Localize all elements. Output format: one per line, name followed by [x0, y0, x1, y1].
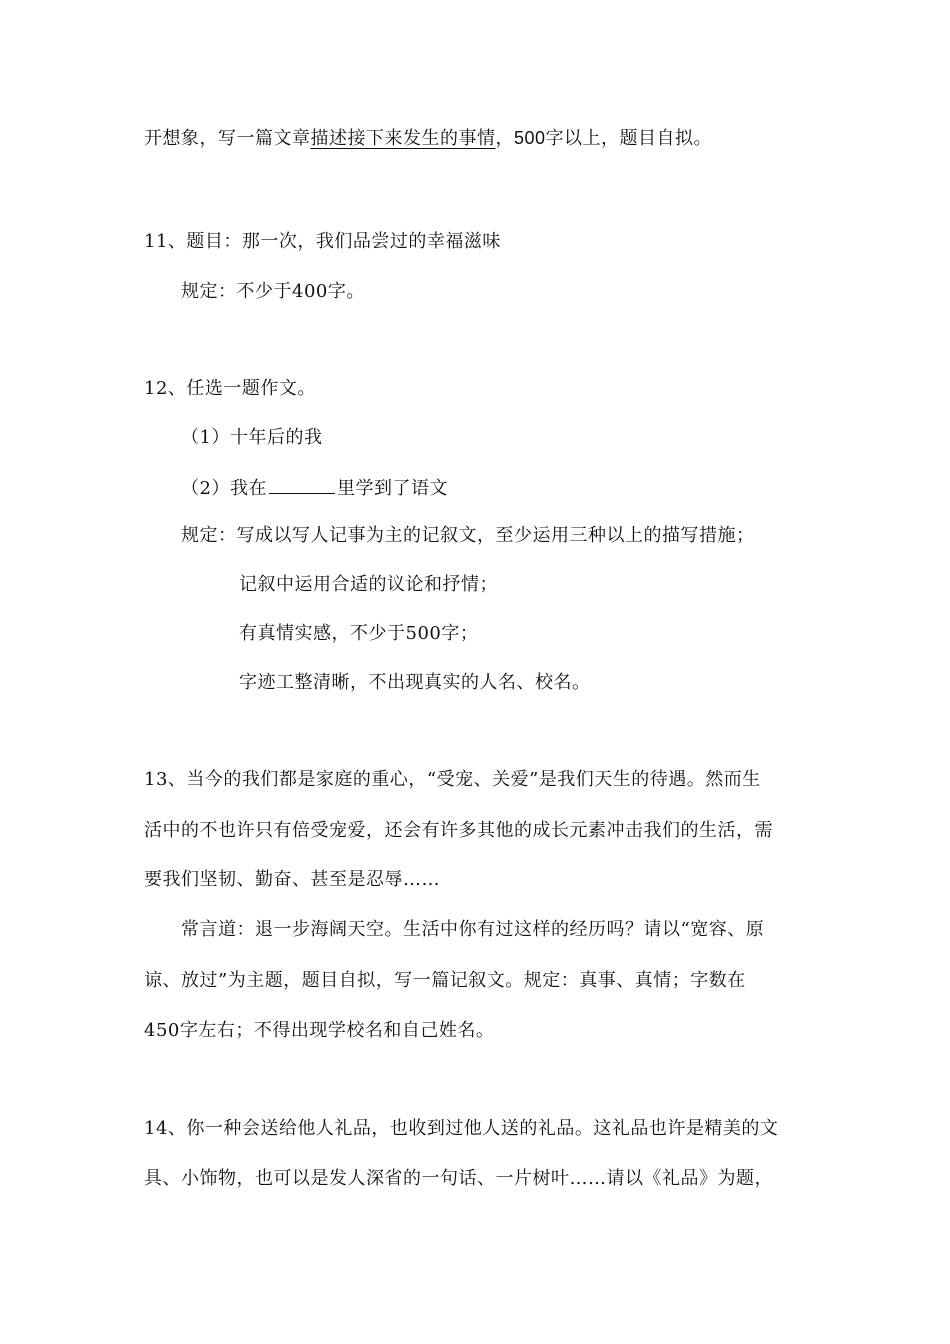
intro-suffix: 字以上，题目自拟。	[545, 128, 713, 149]
q13-line-1: 13、当今的我们都是家庭的重心，“受宠、关爱”是我们天生的待遇。然而生	[144, 769, 761, 790]
q11-title: 11、题目：那一次，我们品尝过的幸福滋味	[144, 231, 501, 252]
q13-line-3: 要我们坚韧、勤奋、甚至是忍辱……	[144, 869, 440, 890]
q13-line-2: 活中的不也许只有倍受宠爱，还会有许多其他的成长元素冲击我们的生活，需	[144, 820, 773, 841]
q12-option-1: （1）十年后的我	[181, 427, 323, 448]
q13-line-6: 450字左右；不得出现学校名和自己姓名。	[144, 1020, 495, 1041]
q14-line-2: 具、小饰物，也可以是发人深省的一句话、一片树叶……请以《礼品》为题，	[144, 1168, 773, 1189]
q12-option-2-suffix: 里学到了语文	[336, 478, 448, 499]
q13-line-4: 常言道：退一步海阔天空。生活中你有过这样的经历吗？请以“宽容、原	[181, 919, 765, 940]
q12-rule-3: 有真情实感，不少于500字；	[239, 623, 479, 644]
intro-line: 开想象，写一篇文章描述接下来发生的事情，500字以上，题目自拟。	[144, 128, 713, 149]
q12-title: 12、任选一题作文。	[144, 378, 316, 399]
intro-underlined-text: 描述接下来发生的事情	[310, 128, 496, 149]
q14-line-1: 14、你一种会送给他人礼品，也收到过他人送的礼品。这礼品也许是精美的文	[144, 1118, 779, 1139]
q13-line-5: 谅、放过”为主题，题目自拟，写一篇记叙文。规定：真事、真情；字数在	[144, 970, 746, 991]
fill-in-blank	[269, 475, 335, 494]
q12-option-2	[181, 475, 448, 501]
q12-rule-2: 记叙中运用合适的议论和抒情；	[239, 574, 498, 595]
q11-rule: 规定：不少于400字。	[181, 281, 365, 302]
intro-word-count: 500	[514, 128, 546, 148]
q12-rule-4: 字迹工整清晰，不出现真实的人名、校名。	[239, 672, 591, 693]
q12-option-2-prefix: （2）我在	[181, 478, 267, 499]
intro-prefix: 开想象，写一篇文章	[144, 128, 311, 149]
q12-rule-1: 规定：写成以写人记事为主的记叙文，至少运用三种以上的描写措施；	[181, 525, 755, 546]
